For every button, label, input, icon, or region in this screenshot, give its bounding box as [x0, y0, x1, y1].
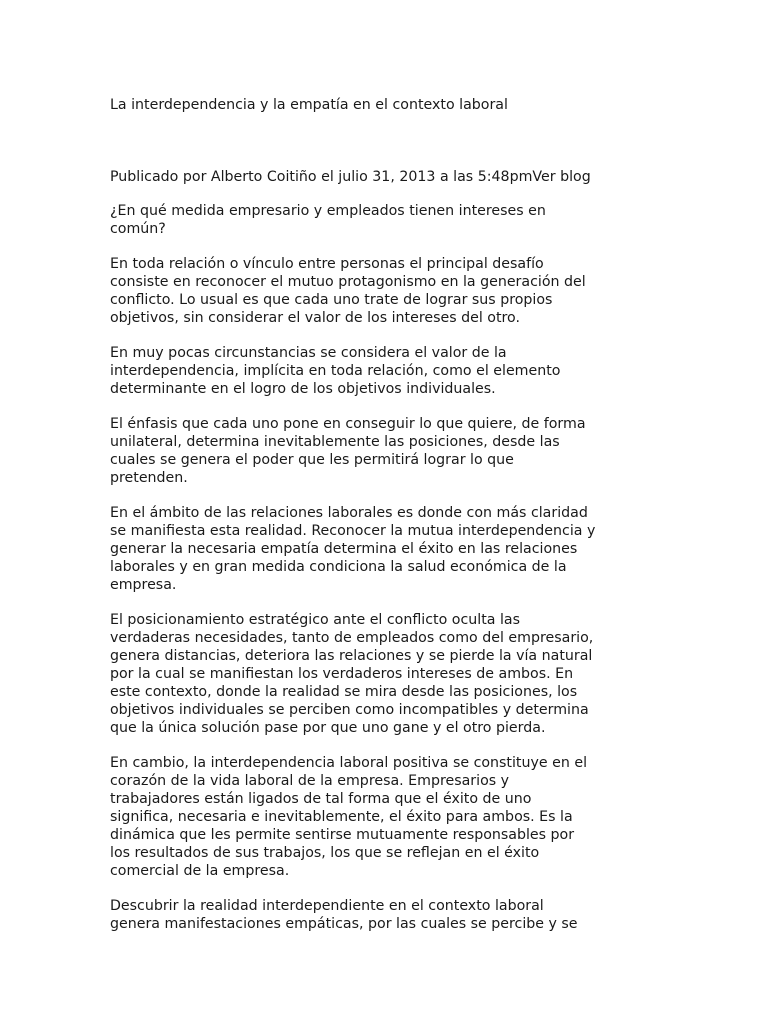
paragraph: El posicionamiento estratégico ante el conflicto oculta las verdaderas necesidades, tanto de empleados como del empresario, genera distancias, deteriora las relaciones y se pierde la vía natural por la cual se manifiestan los verdaderos intereses de ambos. En este contexto, donde la realidad se mira desde las posiciones, los objetivos individuales se perciben como incompatibles y determina que la única solución pase por que uno gane y el otro pierda. — [110, 612, 594, 736]
paragraph: En toda relación o vínculo entre personas el principal desafío consiste en reconocer el mutuo protagonismo en la generación del conflicto. Lo usual es que cada uno trate de lograr sus propios objetivos, sin considerar el valor de los intereses del otro. — [110, 256, 586, 326]
paragraph-question: ¿En qué medida empresario y empleados tienen intereses en común? — [110, 203, 546, 237]
document-page — [110, 96, 596, 950]
paragraph: En cambio, la interdependencia laboral positiva se constituye en el corazón de la vida laboral de la empresa. Empresarios y trabajadores están ligados de tal forma que el éxito de uno significa, necesaria e inevitablemente, el éxito para ambos. Es la dinámica que les permite sentirse mutuamente responsables por los resultados de sus trabajos, los que se reflejan en el éxito comercial de la empresa. — [110, 755, 588, 879]
document-title: La interdependencia y la empatía en el contexto laboral — [110, 97, 508, 113]
paragraph-truncated: Descubrir la realidad interdependiente en el contexto laboral genera manifestaciones empáticas, por las cuales se percibe y se — [110, 898, 578, 932]
paragraph: En muy pocas circunstancias se considera el valor de la interdependencia, implícita en toda relación, como el elemento determinante en el logro de los objetivos individuales. — [110, 345, 561, 397]
author-byline: Publicado por Alberto Coitiño el julio 31, 2013 a las 5:48pmVer blog — [110, 169, 591, 185]
paragraph: El énfasis que cada uno pone en conseguir lo que quiere, de forma unilateral, determina inevitablemente las posiciones, desde las cuales se genera el poder que les permitirá lograr lo que pretenden. — [110, 416, 586, 486]
paragraph: En el ámbito de las relaciones laborales es donde con más claridad se manifiesta esta realidad. Reconocer la mutua interdependencia y generar la necesaria empatía determina el éxito en las relaciones laborales y en gran medida condiciona la salud económica de la empresa. — [110, 505, 596, 593]
